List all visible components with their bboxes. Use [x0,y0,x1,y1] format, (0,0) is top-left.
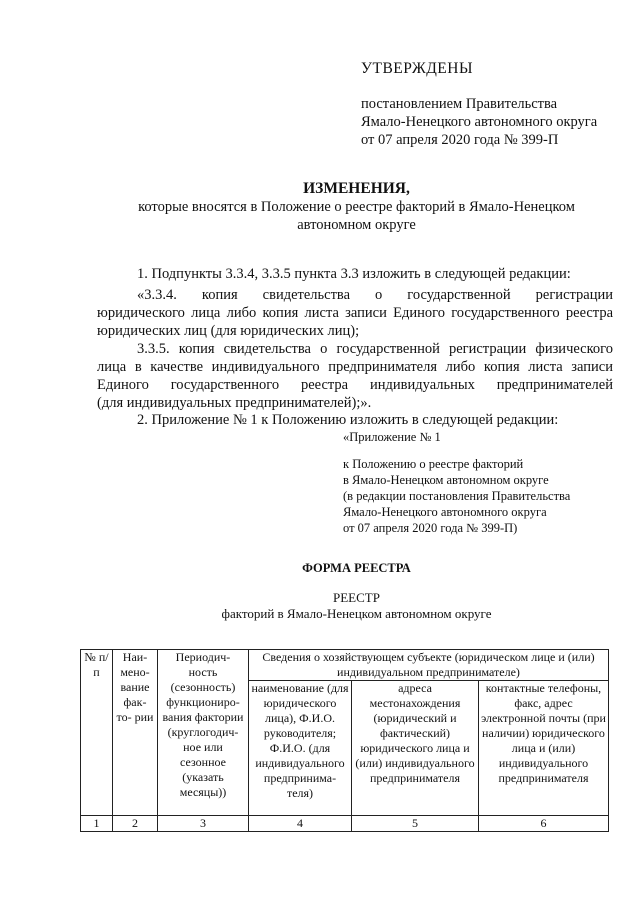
p335-line-4: (для индивидуальных предпринимателей);». [97,395,372,411]
approved-line-1: постановлением Правительства [361,96,558,112]
column-number-1: 1 [81,816,113,832]
header-number: № п/п [81,650,113,816]
changes-subtitle-2: автономном округе [297,217,416,233]
changes-subtitle-1: которые вносятся в Положение о реестре факторий в Ямало-Ненецком [138,199,575,215]
registry-table [80,649,609,832]
header-name: Наи- мено- вание фак- то- рии [113,650,158,816]
header-subject-info: Сведения о хозяйствующем субъекте (юридическом лице и (или) индивидуальном предпринимателе) [249,650,609,681]
column-number-5: 5 [352,816,479,832]
item-2: 2. Приложение № 1 к Положению изложить в следующей редакции: [137,412,559,428]
p335-line-1: 3.3.5. копия свидетельства о государственной регистрации физического [137,341,613,357]
header-subject-name: наименование (для юридического лица), Ф.И.О. руководителя; Ф.И.О. (для индивидуального предпринима- теля) [249,681,352,816]
appendix-line-4: Ямало-Ненецкого автономного округа [343,505,547,519]
approved-heading: УТВЕРЖДЕНЫ [361,60,473,77]
column-number-3: 3 [158,816,249,832]
approved-line-2: Ямало-Ненецкого автономного округа [361,114,598,130]
form-title: ФОРМА РЕЕСТРА [302,561,411,575]
registry-title: РЕЕСТР [333,590,380,605]
item-1: 1. Подпункты 3.3.4, 3.3.5 пункта 3.3 изложить в следующей редакции: [137,266,571,282]
p334-line-2: юридического лица либо копия листа записи Единого государственного реестра [97,305,613,321]
p335-line-2: лица в качестве индивидуального предпринимателя либо копия листа записи [97,359,613,375]
p334-line-1: «3.3.4. копия свидетельства о государственной регистрации [137,287,613,303]
appendix-line-5: от 07 апреля 2020 года № 399-П) [343,521,518,535]
column-number-4: 4 [249,816,352,832]
column-number-6: 6 [479,816,609,832]
p334-line-3: юридических лиц (для юридических лиц); [97,323,360,339]
appendix-line-1: к Положению о реестре факторий [343,457,524,471]
column-number-2: 2 [113,816,158,832]
registry-subtitle: факторий в Ямало-Ненецком автономном округе [221,606,492,621]
header-subject-contacts: контактные телефоны, факс, адрес электронной почты (при наличии) юридического лица и (или) индивидуального предпринимателя [479,681,609,816]
approved-line-3: от 07 апреля 2020 года № 399-П [361,132,559,148]
header-subject-address: адреса местонахождения (юридический и фактический) юридического лица и (или) индивидуального предпринимателя [352,681,479,816]
appendix-title: «Приложение № 1 [343,430,441,444]
p335-line-3: Единого государственного реестра индивидуальных предпринимателей [97,377,613,393]
changes-heading: ИЗМЕНЕНИЯ, [303,180,410,197]
header-periodicity: Периодич- ность (сезонность) функциониро- вания фактории (круглогодич- ное или сезонное (указать месяцы)) [158,650,249,816]
appendix-line-3: (в редакции постановления Правительства [343,489,571,503]
appendix-line-2: в Ямало-Ненецком автономном округе [343,473,549,487]
